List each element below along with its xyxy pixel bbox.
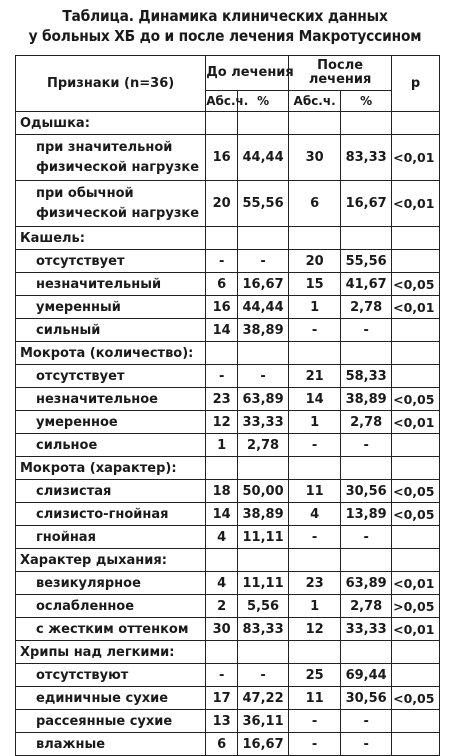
table-row bbox=[16, 181, 440, 227]
pct-before-cell: 33,33 bbox=[238, 411, 289, 434]
table-row bbox=[16, 365, 440, 388]
pct-after-cell: 38,89 bbox=[341, 388, 392, 411]
pct-before-cell: 55,56 bbox=[238, 181, 289, 227]
abs-after-cell: 15 bbox=[289, 273, 341, 296]
table-row bbox=[16, 572, 440, 595]
abs-after-cell: 14 bbox=[289, 388, 341, 411]
abs-before-cell: - bbox=[206, 664, 238, 687]
row-label: отсутствуют bbox=[16, 664, 206, 687]
abs-before-cell: 12 bbox=[206, 411, 238, 434]
header-features: Признаки (n=36) bbox=[16, 56, 206, 112]
group-label: Мокрота (характер): bbox=[16, 457, 206, 480]
table-row bbox=[16, 388, 440, 411]
pct-before-cell: 36,11 bbox=[238, 710, 289, 733]
abs-before-cell: 14 bbox=[206, 503, 238, 526]
table-row bbox=[16, 319, 440, 342]
pct-after-cell: - bbox=[341, 733, 392, 756]
empty-cell bbox=[341, 227, 392, 250]
abs-after-cell: 6 bbox=[289, 181, 341, 227]
title-line-1: Таблица. Динамика клинических данных bbox=[62, 7, 388, 25]
row-label: незначительный bbox=[16, 273, 206, 296]
header-before-treatment: До лечения bbox=[206, 56, 289, 91]
abs-before-cell: 16 bbox=[206, 296, 238, 319]
table-row bbox=[16, 733, 440, 756]
abs-before-cell: 23 bbox=[206, 388, 238, 411]
empty-cell bbox=[238, 342, 289, 365]
table-row bbox=[16, 710, 440, 733]
p-value-cell: <0,05 bbox=[392, 480, 440, 503]
group-row bbox=[16, 641, 440, 664]
abs-before-cell: 2 bbox=[206, 595, 238, 618]
table-row bbox=[16, 250, 440, 273]
abs-before-cell: 6 bbox=[206, 733, 238, 756]
group-label: Характер дыхания: bbox=[16, 549, 206, 572]
abs-after-cell: 21 bbox=[289, 365, 341, 388]
row-label: незначительное bbox=[16, 388, 206, 411]
pct-before-cell: 47,22 bbox=[238, 687, 289, 710]
header-abs-before: Абс.ч. bbox=[206, 91, 238, 112]
p-value-cell bbox=[392, 664, 440, 687]
empty-cell bbox=[341, 112, 392, 135]
abs-before-cell: 16 bbox=[206, 135, 238, 181]
p-value-cell: <0,01 bbox=[392, 411, 440, 434]
empty-cell bbox=[206, 227, 238, 250]
pct-after-cell: 33,33 bbox=[341, 618, 392, 641]
empty-cell bbox=[289, 227, 341, 250]
abs-after-cell: 11 bbox=[289, 687, 341, 710]
empty-cell bbox=[289, 641, 341, 664]
row-label: рассеянные сухие bbox=[16, 710, 206, 733]
pct-after-cell: 41,67 bbox=[341, 273, 392, 296]
pct-before-cell: 11,11 bbox=[238, 526, 289, 549]
empty-cell bbox=[392, 227, 440, 250]
group-label: Одышка: bbox=[16, 112, 206, 135]
p-value-cell bbox=[392, 710, 440, 733]
row-label: слизистая bbox=[16, 480, 206, 503]
pct-before-cell: 11,11 bbox=[238, 572, 289, 595]
table-row bbox=[16, 296, 440, 319]
p-value-cell: <0,05 bbox=[392, 503, 440, 526]
abs-after-cell: 1 bbox=[289, 595, 341, 618]
abs-after-cell: 20 bbox=[289, 250, 341, 273]
abs-after-cell: 4 bbox=[289, 503, 341, 526]
header-pct-before: % bbox=[238, 91, 289, 112]
table-row bbox=[16, 526, 440, 549]
abs-after-cell: 1 bbox=[289, 296, 341, 319]
abs-before-cell: 18 bbox=[206, 480, 238, 503]
empty-cell bbox=[341, 549, 392, 572]
empty-cell bbox=[206, 112, 238, 135]
pct-before-cell: - bbox=[238, 664, 289, 687]
header-abs-after: Абс.ч. bbox=[289, 91, 341, 112]
abs-after-cell: 1 bbox=[289, 411, 341, 434]
pct-after-cell: 30,56 bbox=[341, 480, 392, 503]
p-value-cell bbox=[392, 526, 440, 549]
p-value-cell: <0,01 bbox=[392, 618, 440, 641]
p-value-cell: <0,05 bbox=[392, 687, 440, 710]
p-value-cell bbox=[392, 250, 440, 273]
header-after-treatment: После лечения bbox=[289, 56, 392, 91]
pct-before-cell: 63,89 bbox=[238, 388, 289, 411]
row-label: везикулярное bbox=[16, 572, 206, 595]
group-row bbox=[16, 112, 440, 135]
p-value-cell: <0,05 bbox=[392, 388, 440, 411]
empty-cell bbox=[238, 227, 289, 250]
clinical-data-table bbox=[15, 55, 440, 756]
abs-after-cell: 30 bbox=[289, 135, 341, 181]
pct-before-cell: 44,44 bbox=[238, 296, 289, 319]
abs-after-cell: - bbox=[289, 319, 341, 342]
header-p-value: p bbox=[392, 56, 440, 112]
row-label: при значительной физической нагрузке bbox=[16, 135, 206, 181]
pct-after-cell: 13,89 bbox=[341, 503, 392, 526]
pct-before-cell: - bbox=[238, 365, 289, 388]
pct-after-cell: 83,33 bbox=[341, 135, 392, 181]
p-value-cell: <0,01 bbox=[392, 296, 440, 319]
pct-after-cell: 2,78 bbox=[341, 296, 392, 319]
row-label: сильный bbox=[16, 319, 206, 342]
table-row bbox=[16, 618, 440, 641]
pct-after-cell: - bbox=[341, 319, 392, 342]
row-label: единичные сухие bbox=[16, 687, 206, 710]
empty-cell bbox=[341, 342, 392, 365]
empty-cell bbox=[238, 641, 289, 664]
abs-before-cell: 4 bbox=[206, 526, 238, 549]
empty-cell bbox=[392, 457, 440, 480]
abs-before-cell: 17 bbox=[206, 687, 238, 710]
header-pct-after: % bbox=[341, 91, 392, 112]
pct-after-cell: 55,56 bbox=[341, 250, 392, 273]
group-row bbox=[16, 342, 440, 365]
abs-after-cell: - bbox=[289, 710, 341, 733]
table-row bbox=[16, 273, 440, 296]
table-row bbox=[16, 687, 440, 710]
row-label: гнойная bbox=[16, 526, 206, 549]
p-value-cell bbox=[392, 434, 440, 457]
abs-before-cell: - bbox=[206, 250, 238, 273]
p-value-cell: >0,05 bbox=[392, 595, 440, 618]
abs-before-cell: 20 bbox=[206, 181, 238, 227]
pct-after-cell: 16,67 bbox=[341, 181, 392, 227]
empty-cell bbox=[206, 549, 238, 572]
group-row bbox=[16, 549, 440, 572]
abs-before-cell: - bbox=[206, 365, 238, 388]
pct-before-cell: 2,78 bbox=[238, 434, 289, 457]
group-label: Хрипы над легкими: bbox=[16, 641, 206, 664]
row-label: при обычной физической нагрузке bbox=[16, 181, 206, 227]
empty-cell bbox=[341, 457, 392, 480]
abs-before-cell: 6 bbox=[206, 273, 238, 296]
pct-after-cell: - bbox=[341, 434, 392, 457]
pct-before-cell: 16,67 bbox=[238, 733, 289, 756]
pct-after-cell: 30,56 bbox=[341, 687, 392, 710]
empty-cell bbox=[206, 342, 238, 365]
row-label: умеренное bbox=[16, 411, 206, 434]
pct-before-cell: 38,89 bbox=[238, 503, 289, 526]
abs-before-cell: 13 bbox=[206, 710, 238, 733]
empty-cell bbox=[238, 112, 289, 135]
pct-after-cell: 63,89 bbox=[341, 572, 392, 595]
table-row bbox=[16, 434, 440, 457]
pct-before-cell: 44,44 bbox=[238, 135, 289, 181]
empty-cell bbox=[392, 342, 440, 365]
abs-before-cell: 14 bbox=[206, 319, 238, 342]
p-value-cell: <0,01 bbox=[392, 181, 440, 227]
title-line-2: у больных ХБ до и после лечения Макротуссином bbox=[28, 27, 422, 45]
abs-before-cell: 30 bbox=[206, 618, 238, 641]
row-label: слизисто-гнойная bbox=[16, 503, 206, 526]
empty-cell bbox=[289, 112, 341, 135]
table-row bbox=[16, 595, 440, 618]
empty-cell bbox=[289, 342, 341, 365]
row-label: умеренный bbox=[16, 296, 206, 319]
pct-before-cell: 5,56 bbox=[238, 595, 289, 618]
row-label: отсутствует bbox=[16, 250, 206, 273]
row-label: ослабленное bbox=[16, 595, 206, 618]
pct-after-cell: 69,44 bbox=[341, 664, 392, 687]
pct-before-cell: 83,33 bbox=[238, 618, 289, 641]
table-body bbox=[16, 112, 440, 756]
group-label: Кашель: bbox=[16, 227, 206, 250]
empty-cell bbox=[238, 549, 289, 572]
p-value-cell bbox=[392, 733, 440, 756]
empty-cell bbox=[289, 549, 341, 572]
abs-before-cell: 4 bbox=[206, 572, 238, 595]
empty-cell bbox=[392, 641, 440, 664]
pct-before-cell: 50,00 bbox=[238, 480, 289, 503]
pct-before-cell: 38,89 bbox=[238, 319, 289, 342]
abs-after-cell: - bbox=[289, 733, 341, 756]
abs-after-cell: - bbox=[289, 526, 341, 549]
empty-cell bbox=[206, 457, 238, 480]
abs-after-cell: 23 bbox=[289, 572, 341, 595]
empty-cell bbox=[392, 549, 440, 572]
group-row bbox=[16, 457, 440, 480]
abs-after-cell: - bbox=[289, 434, 341, 457]
abs-after-cell: 25 bbox=[289, 664, 341, 687]
table-row bbox=[16, 664, 440, 687]
pct-after-cell: 2,78 bbox=[341, 411, 392, 434]
abs-after-cell: 12 bbox=[289, 618, 341, 641]
pct-before-cell: 16,67 bbox=[238, 273, 289, 296]
p-value-cell: <0,05 bbox=[392, 273, 440, 296]
row-label: отсутствует bbox=[16, 365, 206, 388]
table-row bbox=[16, 503, 440, 526]
table-title bbox=[18, 0, 432, 46]
empty-cell bbox=[289, 457, 341, 480]
empty-cell bbox=[238, 457, 289, 480]
empty-cell bbox=[206, 641, 238, 664]
pct-after-cell: 2,78 bbox=[341, 595, 392, 618]
pct-after-cell: - bbox=[341, 526, 392, 549]
empty-cell bbox=[392, 112, 440, 135]
p-value-cell: <0,01 bbox=[392, 135, 440, 181]
abs-after-cell: 11 bbox=[289, 480, 341, 503]
p-value-cell bbox=[392, 319, 440, 342]
row-label: сильное bbox=[16, 434, 206, 457]
group-label: Мокрота (количество): bbox=[16, 342, 206, 365]
p-value-cell bbox=[392, 365, 440, 388]
row-label: влажные bbox=[16, 733, 206, 756]
abs-before-cell: 1 bbox=[206, 434, 238, 457]
pct-before-cell: - bbox=[238, 250, 289, 273]
table-row bbox=[16, 480, 440, 503]
empty-cell bbox=[341, 641, 392, 664]
row-label: с жестким оттенком bbox=[16, 618, 206, 641]
group-row bbox=[16, 227, 440, 250]
pct-after-cell: 58,33 bbox=[341, 365, 392, 388]
table-row bbox=[16, 411, 440, 434]
pct-after-cell: - bbox=[341, 710, 392, 733]
table-row bbox=[16, 135, 440, 181]
p-value-cell: <0,01 bbox=[392, 572, 440, 595]
